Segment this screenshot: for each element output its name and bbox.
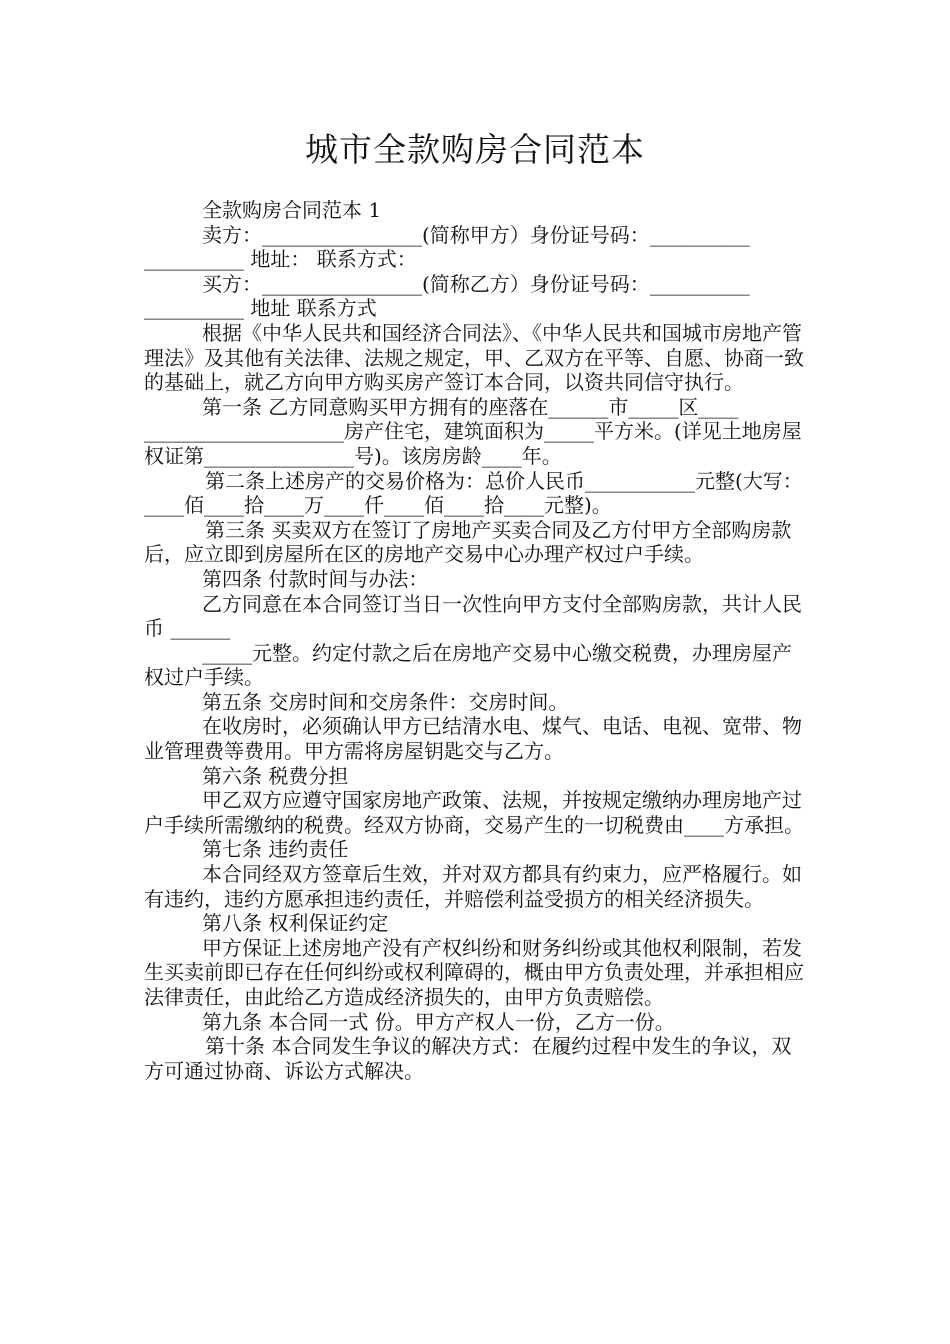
paragraph: 第四条 付款时间与办法：: [202, 566, 429, 591]
page-title: 城市全款购房合同范本: [305, 130, 645, 169]
paragraph: 第八条 权利保证约定: [202, 911, 389, 936]
paragraph: 甲乙双方应遵守国家房地产政策、法规，并按规定缴纳办理房地产过户手续所需缴纳的税费。经双方协商，交易产生的一切税费由____方承担。: [144, 788, 804, 837]
paragraph: 根据《中华人民共和国经济合同法》、《中华人民共和国城市房地产管理法》及其他有关法律、法规之规定，甲、乙双方在平等、自愿、协商一致的基础上，就乙方向甲方购买房产签订本合同，以资共同信守执行。: [144, 320, 804, 395]
paragraph: 第六条 税费分担: [202, 763, 349, 788]
paragraph: 第一条 乙方同意购买甲方拥有的座落在______市_____区____ ____________________房产住宅，建筑面积为_____平方米。(详见土地房屋权证第_______________号)。该房房龄____年。: [144, 394, 802, 468]
paragraph: 第七条 违约责任: [202, 837, 349, 862]
document-body: [144, 198, 808, 1083]
paragraph: 买方：________________(简称乙方）身份证号码：__________ __________ 地址 联系方式: [144, 271, 750, 321]
paragraph: 第三条 买卖双方在签订了房地产买卖合同及乙方付甲方全部购房款后，应立即到房屋所在区的房地产交易中心办理产权过户手续。: [144, 517, 792, 567]
paragraph: 乙方同意在本合同签订当日一次性向甲方支付全部购房款，共计人民币 ______: [144, 591, 802, 641]
paragraph: 第五条 交房时间和交房条件：交房时间。: [202, 689, 569, 714]
paragraph: 卖方：________________(简称甲方）身份证号码：__________ __________ 地址： 联系方式：: [144, 222, 750, 272]
paragraph: 本合同经双方签章后生效，并对双方都具有约束力，应严格履行。如有违约，违约方愿承担违约责任，并赔偿利益受损方的相关经济损失。: [144, 862, 802, 911]
paragraph: 在收房时，必须确认甲方已结清水电、煤气、电话、电视、宽带、物业管理费等费用。甲方需将房屋钥匙交与乙方。: [144, 714, 802, 764]
paragraph: 第二条上述房产的交易价格为：总价人民币___________元整(大写：____佰____拾____万____仟____佰____拾____元整)。: [144, 468, 803, 518]
paragraph: 全款购房合同范本 1: [202, 198, 382, 222]
paragraph: _____元整。约定付款之后在房地产交易中心缴交税费，办理房屋产权过户手续。: [144, 640, 792, 690]
paragraph: 第十条 本合同发生争议的解决方式：在履约过程中发生的争议，双方可通过协商、诉讼方式解决。: [144, 1034, 792, 1083]
paragraph: 甲方保证上述房地产没有产权纠纷和财务纠纷或其他权利限制，若发生买卖前即已存在任何纠纷或权利障碍的，概由甲方负责处理，并承担相应法律责任，由此给乙方造成经济损失的，由甲方负责赔偿。: [144, 935, 804, 1009]
paragraph: 第九条 本合同一式 份。甲方产权人一份，乙方一份。: [202, 1009, 675, 1034]
